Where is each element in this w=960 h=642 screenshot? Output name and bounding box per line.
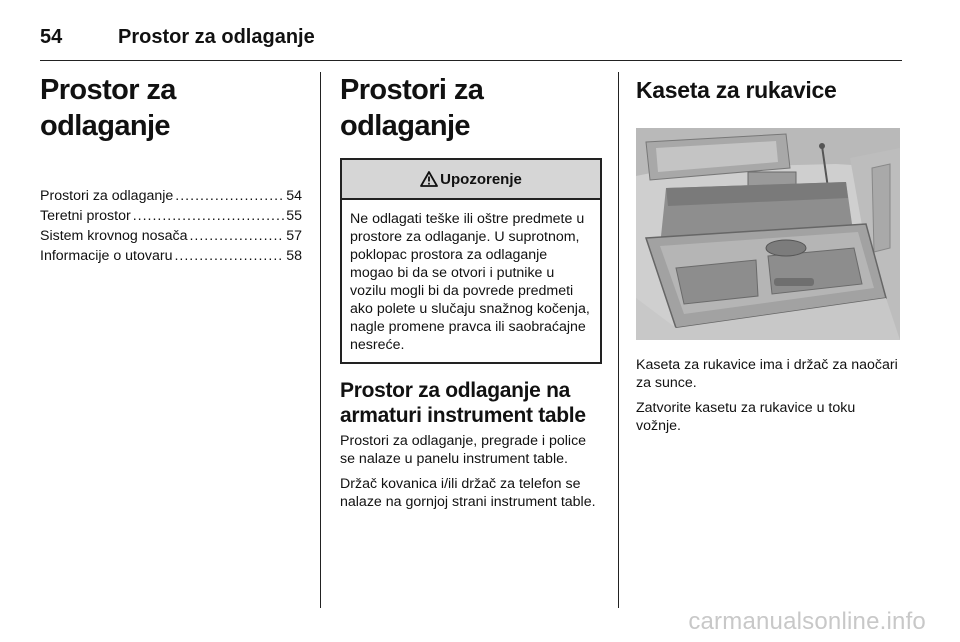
toc-leader-dots: [174, 246, 284, 266]
page-number: 54: [40, 26, 63, 48]
warning-text: Ne odlagati teške ili oštre predmete u prostore za odlaganje. U suprotnom, poklopac prostora za odlaganje mogao bi da se otvori i putnike u vozilu mogli bi da povrede predmeti ako polete u slučaju snažnog kočenja, nagle promene pravca ili saobraćajne nesreće.: [350, 211, 590, 353]
toc-entry-label: Informacije o utovaru: [40, 248, 173, 264]
toc-entry[interactable]: [40, 186, 302, 206]
glovebox-column: [636, 72, 902, 435]
body-paragraph: Zatvorite kasetu za rukavice u toku vožnje.: [636, 400, 856, 434]
toc-entry-page: 54: [286, 188, 302, 204]
toc-entry[interactable]: [40, 246, 302, 266]
page-header: [40, 14, 902, 61]
body-paragraph: Prostori za odlaganje, pregrade i police se nalaze u panelu instrument table.: [340, 433, 587, 467]
table-of-contents: [40, 186, 302, 266]
section-title: Kaseta za rukavice: [636, 77, 837, 103]
running-title: Prostor za odlaganje: [118, 26, 315, 48]
glovebox-photo: [636, 128, 900, 340]
chapter-column: [40, 72, 302, 266]
warning-heading: Upozorenje: [440, 170, 522, 188]
warning-box: [340, 158, 602, 364]
toc-entry-label: Teretni prostor: [40, 208, 131, 224]
column-divider: [618, 72, 619, 608]
toc-entry-page: 55: [286, 208, 302, 224]
column-divider: [320, 72, 321, 608]
toc-entry[interactable]: [40, 226, 302, 246]
body-paragraph: Držač kovanica i/ili držač za telefon se nalaze na gornjoj strani instrument table.: [340, 476, 596, 510]
toc-entry-page: 58: [286, 248, 302, 264]
subsection-title: Prostor za odlaganje na armaturi instrument table: [340, 379, 586, 427]
body-paragraph: Kaseta za rukavice ima i držač za naočari za sunce.: [636, 357, 898, 391]
toc-entry-label: Prostori za odlaganje: [40, 188, 174, 204]
toc-entry-label: Sistem krovnog nosača: [40, 228, 188, 244]
toc-leader-dots: [175, 186, 284, 206]
toc-leader-dots: [133, 206, 285, 226]
warning-triangle-icon: [420, 171, 438, 187]
toc-leader-dots: [189, 226, 284, 246]
toc-entry[interactable]: [40, 206, 302, 226]
storage-column: [340, 72, 602, 511]
toc-entry-page: 57: [286, 228, 302, 244]
warning-header: [342, 160, 600, 200]
section-title: Prostori za odlaganje: [340, 74, 484, 142]
chapter-title: Prostor za odlaganje: [40, 74, 176, 142]
watermark: carmanualsonline.info: [688, 608, 926, 635]
